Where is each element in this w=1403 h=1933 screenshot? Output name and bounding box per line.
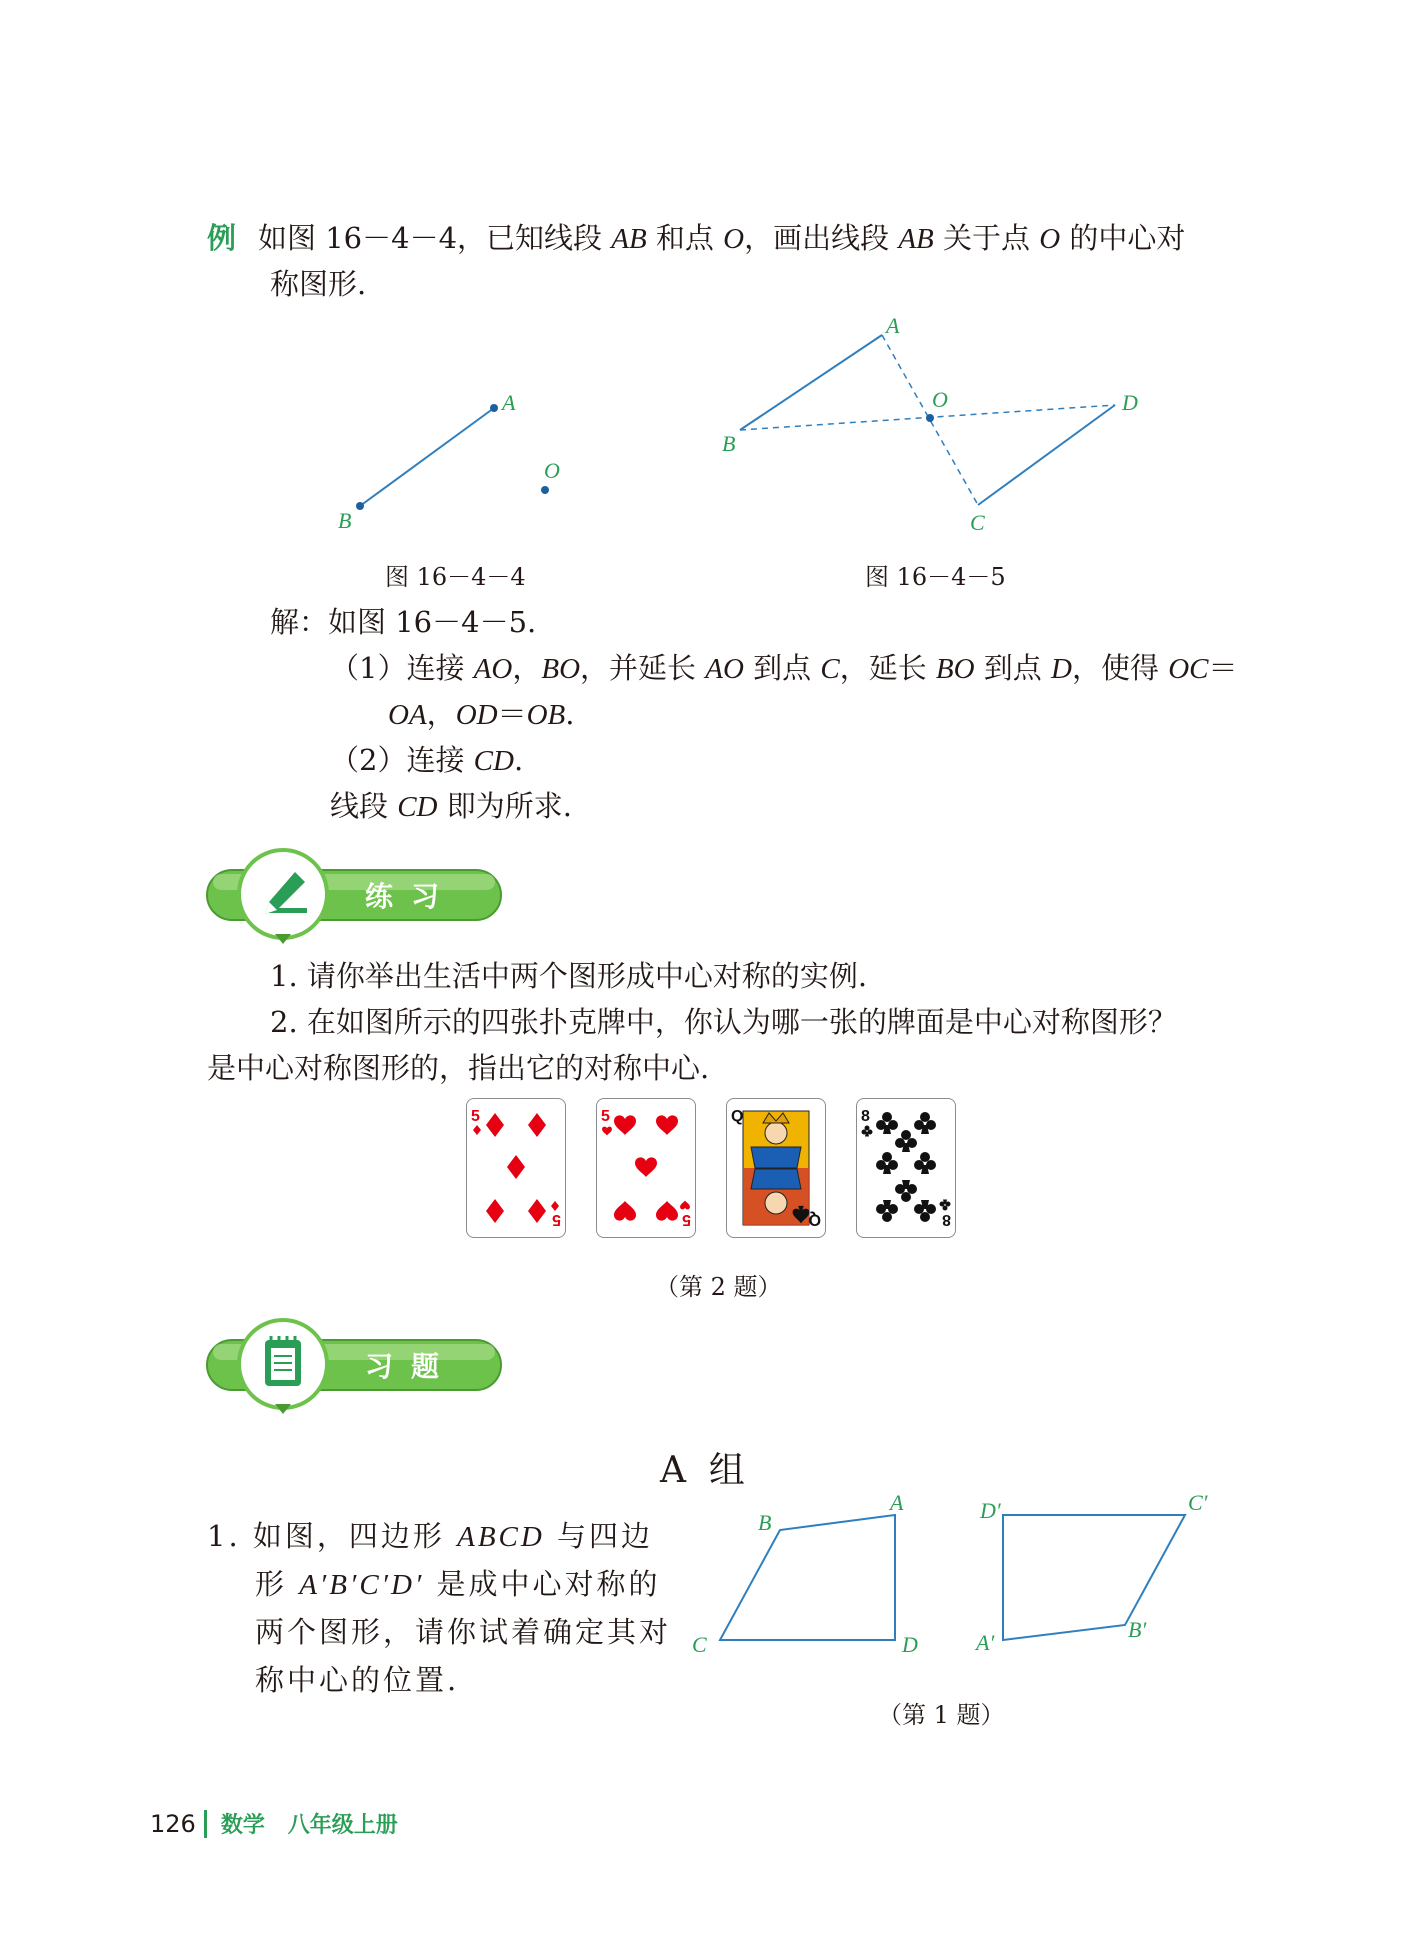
card-queen-spades [726, 1098, 826, 1238]
math: OD [455, 699, 498, 731]
fig4-caption: 图 16－4－4 [385, 563, 526, 591]
club-icon [862, 1126, 873, 1137]
label-b-prime: B′ [1128, 1617, 1147, 1642]
card-face [727, 1099, 825, 1237]
figure-16-4-5 [700, 305, 1160, 545]
text: 即为所求. [437, 789, 572, 823]
book-title: 数学 八年级上册 [220, 1813, 398, 1838]
fig5-caption: 图 16－4－5 [865, 563, 1006, 591]
label-o: O [544, 458, 560, 483]
club-icon [940, 1200, 951, 1211]
label-a: A [886, 313, 900, 338]
text: ，并延长 [580, 651, 706, 685]
solution-step-1-line-2 [388, 694, 574, 735]
queen-robe-top [751, 1147, 801, 1168]
heart-icon [614, 1201, 636, 1221]
text: （1）连接 [330, 651, 474, 685]
text: 到点 [974, 651, 1052, 685]
text: ， [512, 651, 542, 685]
math: O [1039, 223, 1061, 255]
queen-robe-bottom [751, 1169, 801, 1189]
label-b: B [338, 508, 352, 533]
text: 线段 [330, 789, 398, 823]
text: ， [426, 697, 456, 731]
club-icon [914, 1200, 936, 1222]
point-a [490, 404, 498, 412]
card-5-hearts [596, 1098, 696, 1238]
card-rank: 8 [861, 1108, 870, 1125]
segment-cd [978, 405, 1115, 505]
math: CD [473, 745, 514, 777]
math: ABCD [457, 1521, 545, 1553]
example-line-2: 称图形. [270, 267, 367, 301]
label-b: B [758, 1510, 772, 1535]
practice-q1: 1. 请你举出生活中两个图形成中心对称的实例. [270, 959, 868, 993]
diamond-icon [551, 1201, 559, 1211]
diamond-icon [486, 1199, 504, 1223]
heart-icon [614, 1115, 636, 1135]
solution-step-1-line-1 [330, 648, 1238, 689]
figure-16-4-4 [320, 380, 600, 540]
card-face [857, 1099, 955, 1237]
text: ＝ [1208, 651, 1238, 685]
text: 的中心对 [1060, 221, 1186, 255]
practice-caption: （第 2 题） [655, 1273, 782, 1301]
text: . [565, 697, 575, 731]
queen-face-top [765, 1122, 787, 1144]
club-icon [895, 1180, 917, 1202]
segment-ab [360, 408, 494, 506]
card-rank: 5 [471, 1108, 480, 1125]
heart-icon [635, 1157, 657, 1177]
heart-icon [656, 1201, 678, 1221]
practice-q2-line-1: 2. 在如图所示的四张扑克牌中，你认为哪一张的牌面是中心对称图形？ [270, 1005, 1177, 1039]
text: 关于点 [933, 221, 1040, 255]
card-rank: Q [808, 1211, 821, 1228]
label-c: C [970, 510, 985, 535]
card-rank: Q [731, 1108, 744, 1125]
text: 称中心的位置. [255, 1663, 460, 1697]
math: C [820, 653, 840, 685]
exercise-q1-line-4 [255, 1660, 459, 1700]
exercises-banner [205, 1318, 505, 1418]
exercise-q1-line-1 [207, 1516, 653, 1557]
text: 是成中心对称的 [424, 1567, 661, 1601]
solution-step-2 [330, 740, 523, 781]
math: BO [935, 653, 975, 685]
club-icon [914, 1112, 936, 1134]
math: O [723, 223, 745, 255]
card-rank: 5 [682, 1211, 691, 1228]
heart-icon [656, 1115, 678, 1135]
exercises-title: 习题 [365, 1350, 458, 1383]
group-title: A 组 [660, 1450, 745, 1491]
text: （2）连接 [330, 743, 474, 777]
queen-face-bottom [765, 1192, 787, 1214]
math: AO [705, 653, 744, 685]
practice-q2-line-2: 是中心对称图形的，指出它的对称中心. [207, 1051, 710, 1085]
label-d: D [1122, 390, 1138, 415]
notepad-icon [265, 1336, 301, 1386]
label-b: B [722, 431, 736, 456]
card-5-diamonds [466, 1098, 566, 1238]
club-icon [895, 1130, 917, 1152]
card-rank: 5 [552, 1211, 561, 1228]
club-icon [914, 1152, 936, 1174]
practice-banner [205, 848, 505, 948]
solution-intro: 解：如图 16－4－5. [270, 605, 537, 639]
footer-divider [204, 1810, 207, 1838]
card-rank: 8 [942, 1211, 951, 1228]
card-8-clubs [856, 1098, 956, 1238]
diamond-icon [473, 1125, 481, 1135]
label-d-prime: D′ [980, 1498, 1001, 1523]
math: D [1051, 653, 1072, 685]
point-o [926, 414, 934, 422]
quadrilateral-abcd [720, 1515, 895, 1640]
exercise-q1-line-3 [255, 1612, 671, 1652]
label-o: O [932, 387, 948, 412]
heart-icon [680, 1201, 690, 1210]
label-a-prime: A′ [976, 1630, 995, 1655]
text: 形 [255, 1567, 300, 1601]
text: 两个图形，请你试着确定其对 [255, 1615, 672, 1649]
label-c: C [692, 1632, 707, 1657]
example-marker: 例 [207, 221, 237, 255]
text: 如图 16－4－4，已知线段 [258, 221, 612, 255]
label-a: A [890, 1490, 904, 1515]
label-a: A [502, 390, 516, 415]
practice-title: 练习 [365, 880, 458, 913]
text: 和点 [646, 221, 724, 255]
heart-icon [602, 1127, 612, 1136]
text: 与四边 [544, 1519, 654, 1553]
exercise-q1-line-2 [255, 1564, 661, 1605]
text: 1. 如图，四边形 [207, 1519, 458, 1553]
math: AB [898, 223, 934, 255]
club-icon [876, 1152, 898, 1174]
solution-conclusion [330, 786, 572, 827]
card-face [467, 1099, 565, 1237]
math: CD [397, 791, 438, 823]
card-rank: 5 [601, 1108, 610, 1125]
text: . [513, 743, 524, 777]
diamond-icon [528, 1199, 546, 1223]
club-icon [876, 1112, 898, 1134]
math: BO [541, 653, 581, 685]
exercise-q1-figure [680, 1480, 1220, 1660]
page-number: 126 [150, 1809, 196, 1838]
text: ，画出线段 [744, 221, 899, 255]
label-c-prime: C′ [1188, 1490, 1208, 1515]
math: OC [1168, 653, 1209, 685]
label-d: D [902, 1632, 918, 1657]
text: ，使得 [1071, 651, 1169, 685]
club-icon [876, 1200, 898, 1222]
exercise-caption: （第 1 题） [878, 1701, 1005, 1729]
diamond-icon [486, 1113, 504, 1137]
math: AO [473, 653, 513, 685]
text: ，延长 [839, 651, 936, 685]
text: 到点 [743, 651, 821, 685]
example-line-1 [207, 218, 1185, 259]
diamond-icon [528, 1113, 546, 1137]
diamond-icon [507, 1155, 525, 1179]
math: AB [611, 223, 647, 255]
math: OB [526, 699, 566, 731]
math: OA [388, 699, 427, 731]
page-footer [150, 1808, 398, 1839]
quadrilateral-a2b2c2d2 [1003, 1515, 1185, 1640]
text: ＝ [497, 697, 527, 731]
card-face [597, 1099, 695, 1237]
point-o [541, 486, 549, 494]
segment-ab [740, 335, 882, 430]
math: A′B′C′D′ [299, 1569, 425, 1601]
point-b [356, 502, 364, 510]
